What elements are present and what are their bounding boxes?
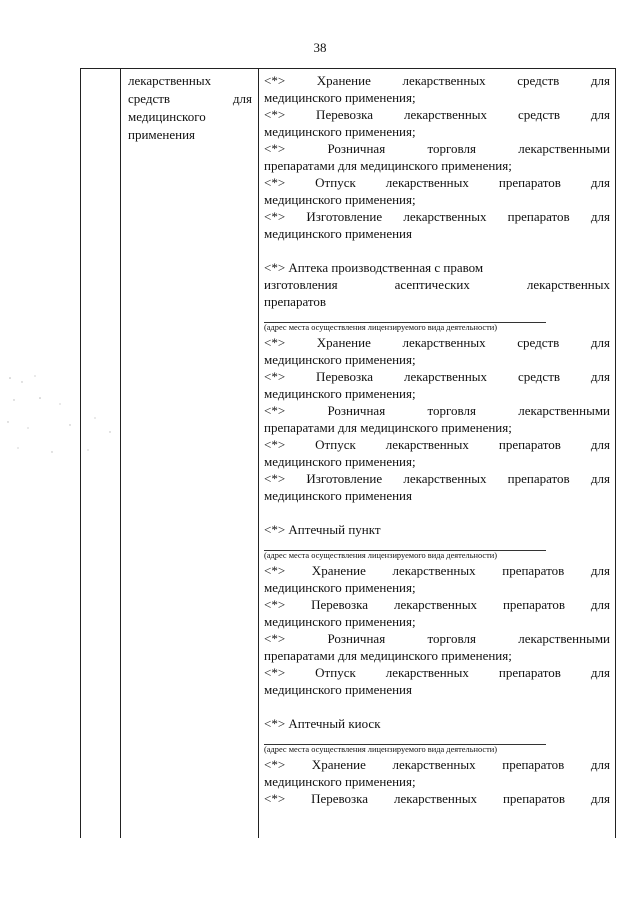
text-line: медицинского применения;: [264, 580, 416, 595]
text-line: <*> Изготовление лекарственных препаратов для: [264, 471, 610, 486]
address-blank-line: [264, 312, 546, 323]
main-cell: [264, 72, 610, 807]
table-top-border: [80, 68, 616, 69]
text-line: медицинского применения;: [264, 90, 416, 105]
text-line: медицинского применения;: [264, 454, 416, 469]
text-line: <*> Розничная торговля лекарственными: [264, 403, 610, 418]
text-line: <*> Отпуск лекарственных препаратов для: [264, 665, 610, 680]
text-line: <*> Хранение лекарственных препаратов для: [264, 563, 610, 578]
section-heading: <*> Аптека производственная с правом: [264, 260, 484, 275]
section-heading: <*> Аптечный киоск: [264, 716, 381, 731]
left-cell-line: применения: [128, 127, 196, 142]
section-heading: изготовления асептических лекарственных: [264, 277, 610, 292]
text-line: препаратами для медицинского применения;: [264, 158, 512, 173]
table-border-right: [615, 68, 616, 838]
text-line: медицинского применения;: [264, 386, 416, 401]
text-line: медицинского применения;: [264, 774, 416, 789]
section-heading: препаратов: [264, 294, 327, 309]
text-line: <*> Розничная торговля лекарственными: [264, 631, 610, 646]
text-line: медицинского применения: [264, 682, 412, 697]
text-line: <*> Хранение лекарственных препаратов для: [264, 757, 610, 772]
page-number: 38: [313, 40, 327, 55]
left-cell-line: средств для: [128, 91, 252, 106]
text-line: препаратами для медицинского применения;: [264, 648, 512, 663]
text-line: <*> Изготовление лекарственных препаратов для: [264, 209, 610, 224]
address-caption: (адрес места осуществления лицензируемого вида деятельности): [264, 745, 498, 754]
address-blank-line: [264, 540, 546, 551]
text-line: медицинского применения;: [264, 124, 416, 139]
text-line: медицинского применения;: [264, 192, 416, 207]
left-cell-line: медицинского: [128, 109, 206, 124]
text-line: <*> Перевозка лекарственных средств для: [264, 107, 610, 122]
text-line: <*> Перевозка лекарственных средств для: [264, 369, 610, 384]
text-line: <*> Розничная торговля лекарственными: [264, 141, 610, 156]
text-line: медицинского применения;: [264, 614, 416, 629]
left-cell-line: лекарственных: [128, 73, 212, 88]
text-line: <*> Отпуск лекарственных препаратов для: [264, 437, 610, 452]
text-line: <*> Отпуск лекарственных препаратов для: [264, 175, 610, 190]
text-line: <*> Перевозка лекарственных препаратов для: [264, 791, 610, 806]
text-line: медицинского применения;: [264, 352, 416, 367]
address-blank-line: [264, 734, 546, 745]
address-caption: (адрес места осуществления лицензируемого вида деятельности): [264, 551, 498, 560]
left-cell: [128, 72, 252, 144]
section-heading: <*> Аптечный пункт: [264, 522, 381, 537]
text-line: <*> Хранение лекарственных средств для: [264, 73, 610, 88]
scan-specks: [0, 370, 130, 460]
text-line: медицинского применения: [264, 226, 412, 241]
address-caption: (адрес места осуществления лицензируемого вида деятельности): [264, 323, 498, 332]
text-line: препаратами для медицинского применения;: [264, 420, 512, 435]
table-border-col2: [258, 68, 259, 838]
text-line: медицинского применения: [264, 488, 412, 503]
text-line: <*> Перевозка лекарственных препаратов для: [264, 597, 610, 612]
text-line: <*> Хранение лекарственных средств для: [264, 335, 610, 350]
